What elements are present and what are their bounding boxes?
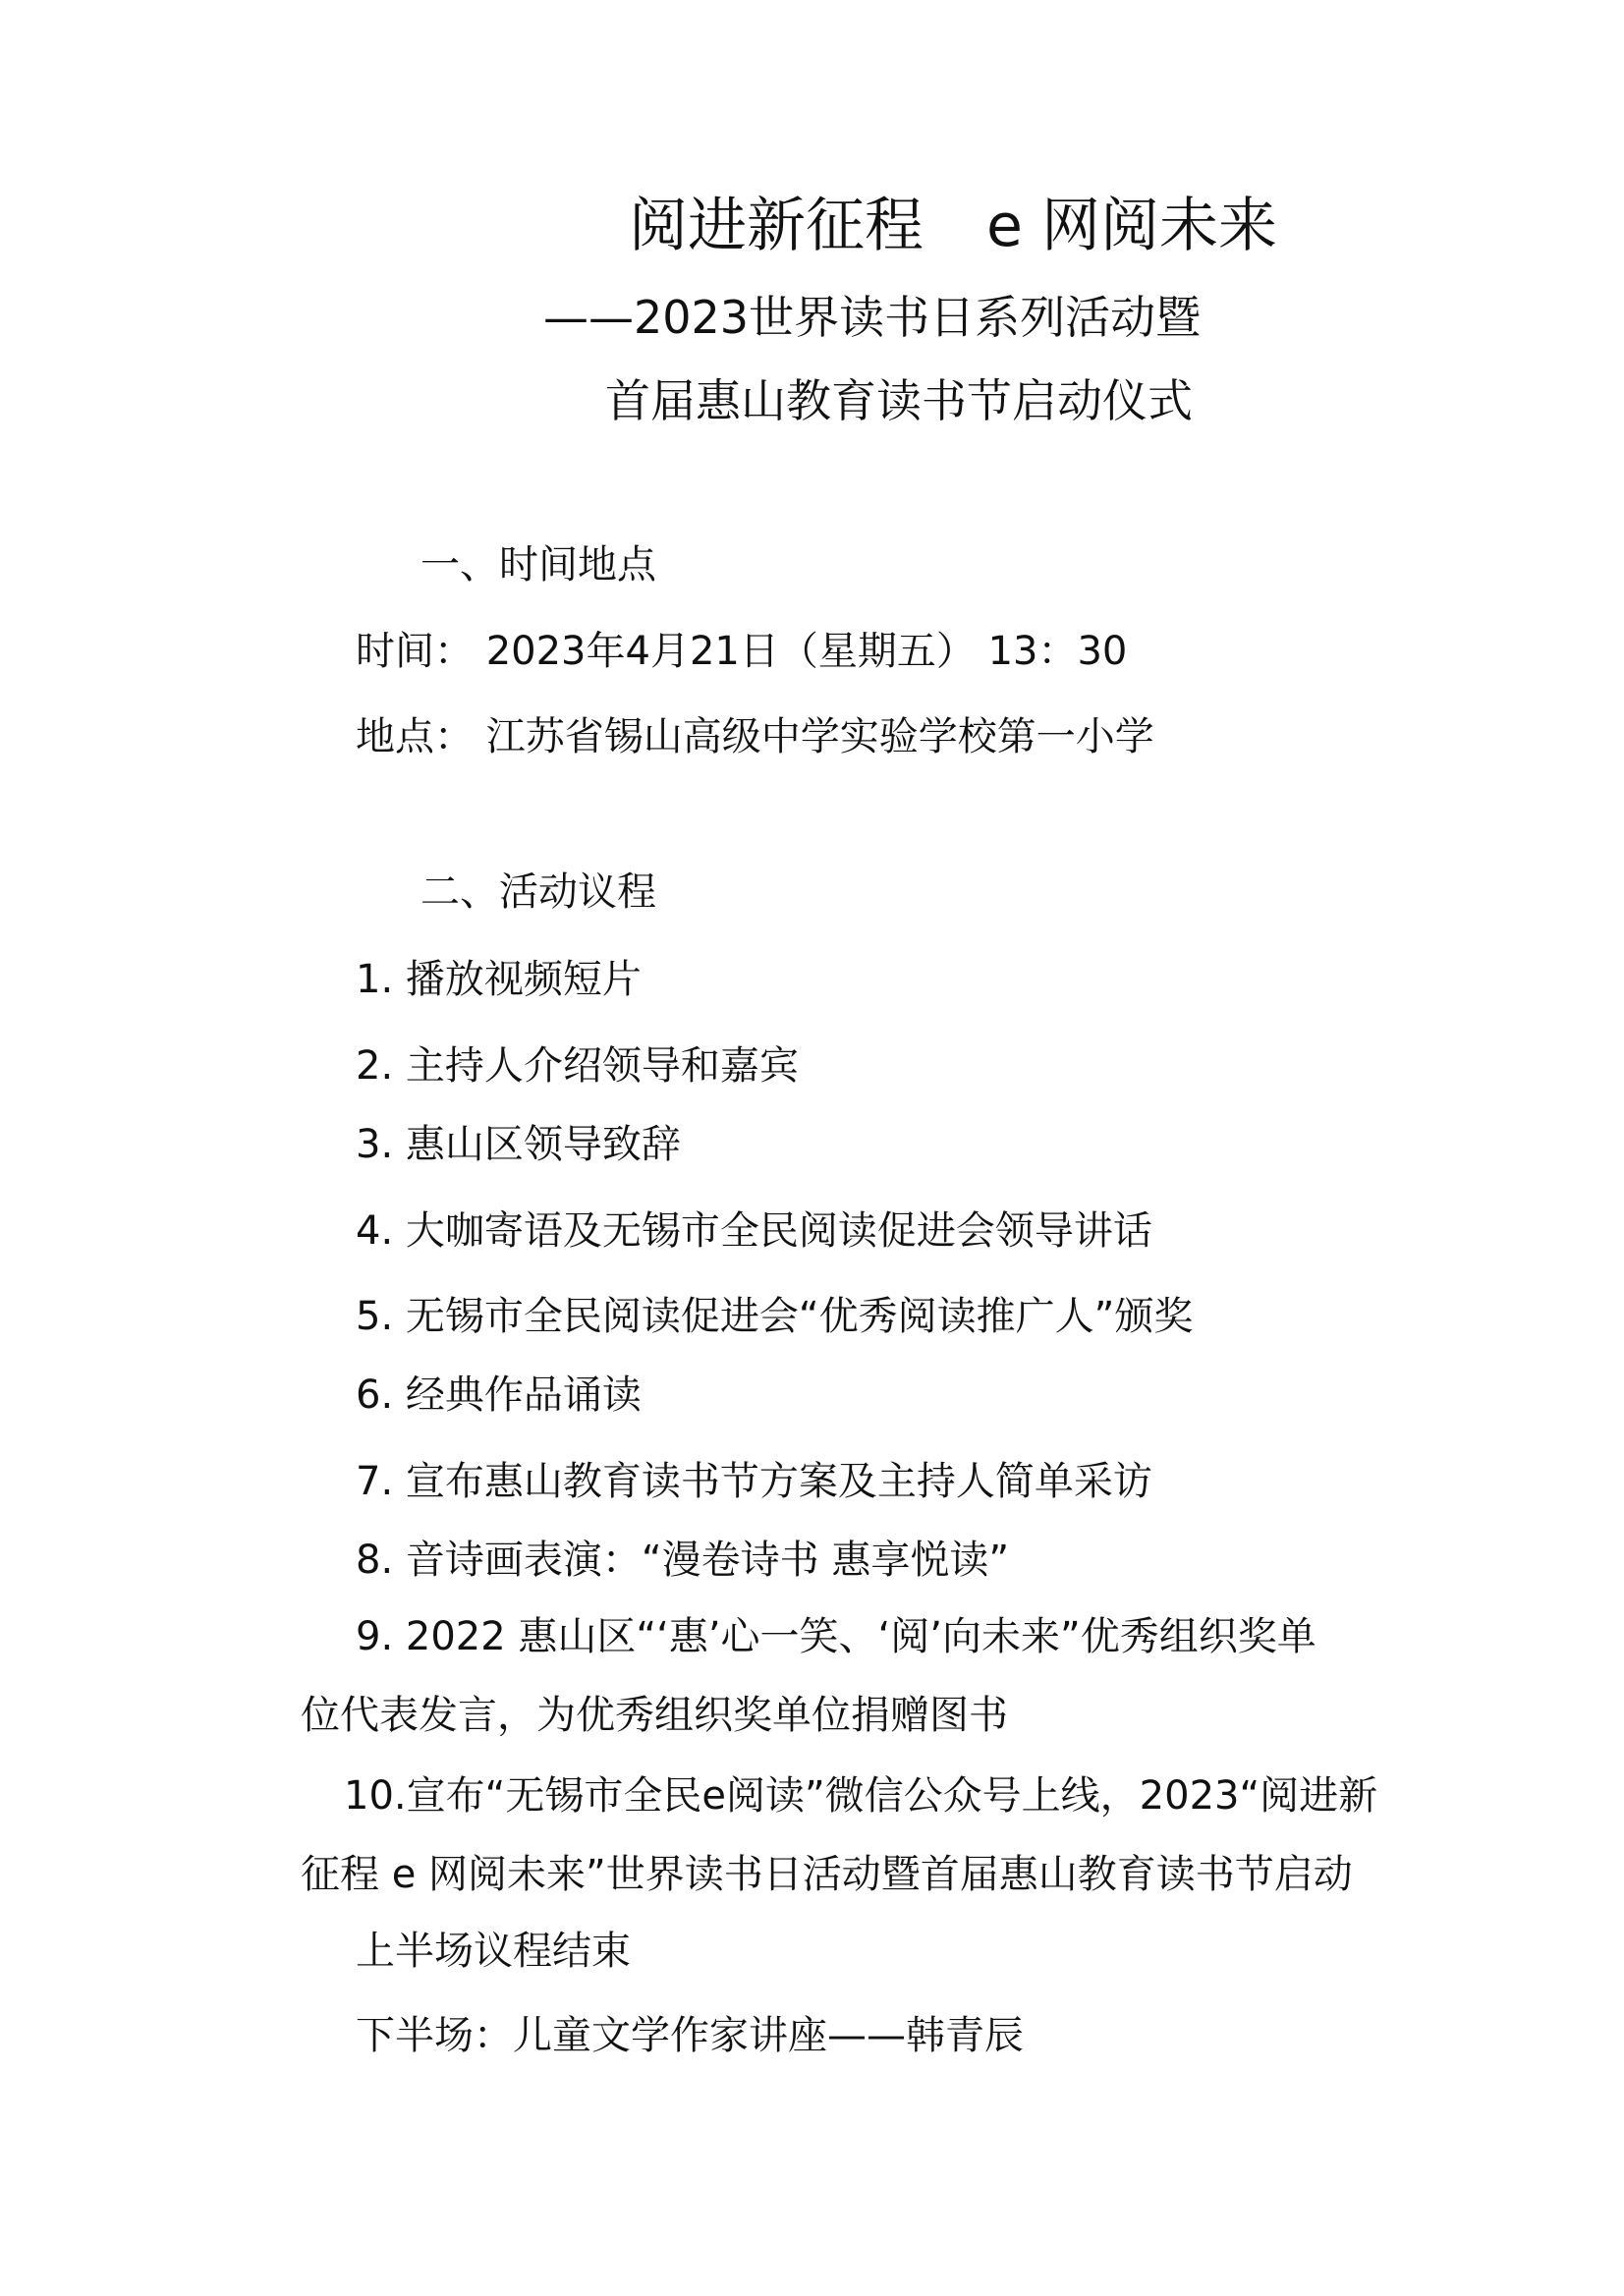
agenda-item: 2. 主持人介绍领导和嘉宾	[356, 1043, 799, 1089]
title-part-1: 阅进新征程	[629, 192, 924, 260]
place-line: 地点： 江苏省锡山高级中学实验学校第一小学	[356, 714, 1154, 759]
agenda-item: 8. 音诗画表演：“漫卷诗书 惠享悦读”	[356, 1538, 1010, 1583]
section-heading-time-place: 一、时间地点	[420, 542, 656, 588]
agenda-item-continuation: 位代表发言，为优秀组织奖单位捐赠图书	[301, 1693, 1008, 1738]
agenda-item: 3. 惠山区领导致辞	[356, 1122, 681, 1167]
agenda-item: 1. 播放视频短片	[356, 957, 642, 1002]
section-heading-agenda: 二、活动议程	[420, 869, 656, 915]
agenda-item: 7. 宣布惠山教育读书节方案及主持人简单采访	[356, 1459, 1152, 1504]
subtitle-line-1: ——2023世界读书日系列活动暨	[543, 291, 1202, 344]
agenda-item: 4. 大咖寄语及无锡市全民阅读促进会领导讲话	[356, 1208, 1152, 1254]
agenda-item: 9. 2022 惠山区“‘惠’心一笑、‘阅’向未来”优秀组织奖单	[356, 1614, 1316, 1659]
agenda-item-continuation: 征程 e 网阅未来”世界读书日活动暨首届惠山教育读书节启动	[301, 1852, 1353, 1897]
agenda-item: 6. 经典作品诵读	[356, 1372, 642, 1418]
agenda-item: 10.宣布“无锡市全民e阅读”微信公众号上线，2023“阅进新	[344, 1773, 1378, 1819]
second-half: 下半场：儿童文学作家讲座——韩青辰	[356, 2013, 1024, 2058]
first-half-end: 上半场议程结束	[356, 1929, 631, 1974]
subtitle-line-2: 首届惠山教育读书节启动仪式	[605, 374, 1193, 427]
title-part-2: e 网阅未来	[986, 192, 1277, 260]
time-line: 时间： 2023年4月21日（星期五） 13：30	[356, 629, 1128, 674]
page-title	[629, 192, 1277, 260]
agenda-item: 5. 无锡市全民阅读促进会“优秀阅读推广人”颁奖	[356, 1294, 1194, 1339]
